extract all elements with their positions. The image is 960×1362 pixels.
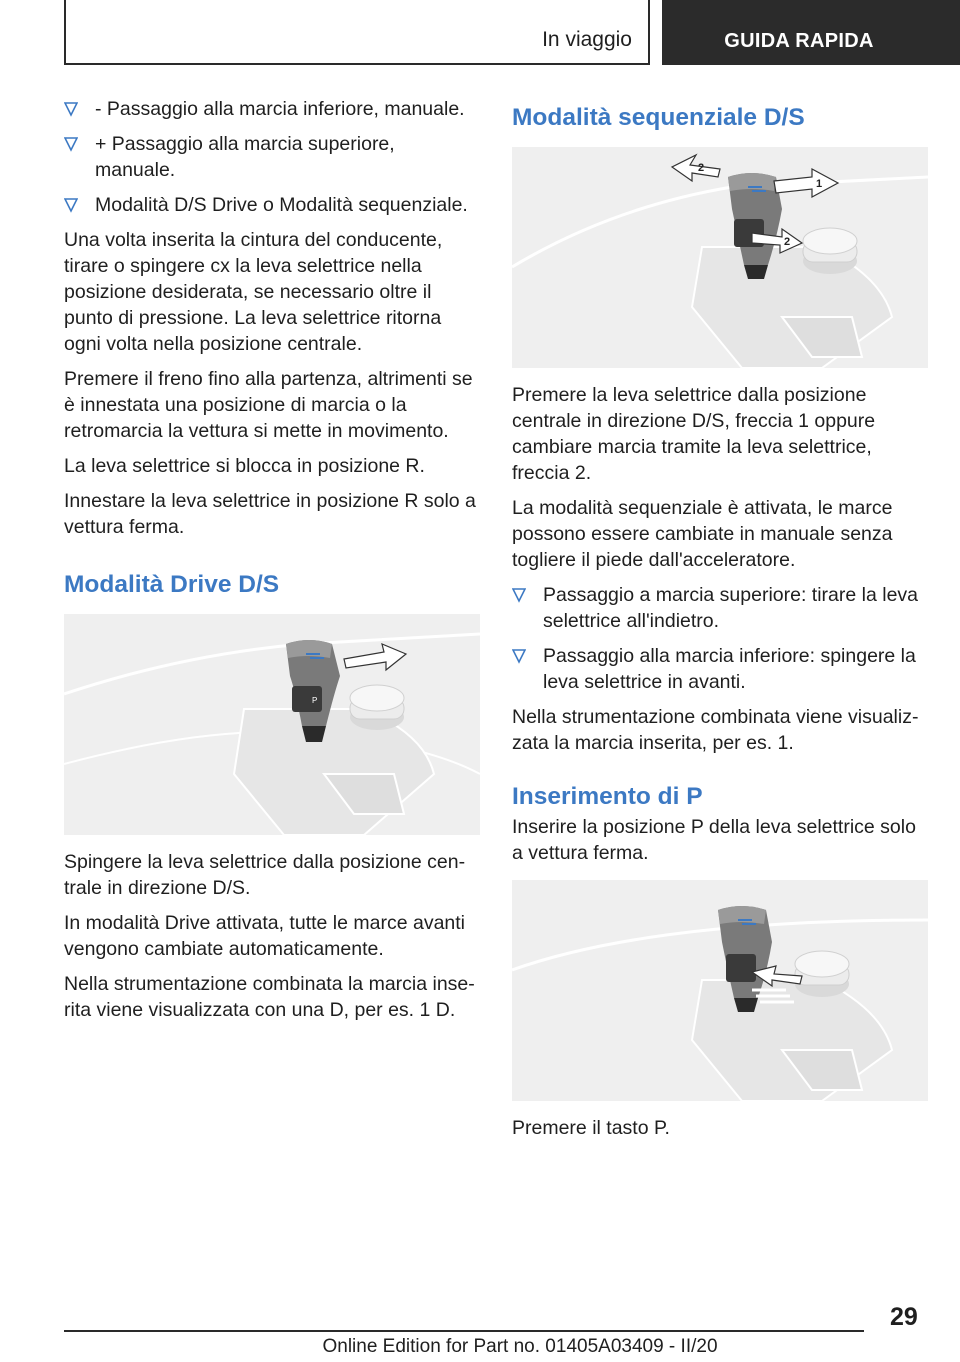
list-item [64, 96, 480, 122]
list-item [64, 192, 480, 218]
left-column [64, 96, 480, 1032]
section-heading-park: Inserimento di P [512, 783, 703, 810]
paragraph: La leva selettrice si blocca in posizione R. [64, 455, 425, 477]
header-section-title: In viaggio [542, 28, 632, 51]
list-item [512, 643, 928, 695]
paragraph: Premere la leva selettrice dalla posizione centrale in direzione D/S, freccia 1 oppure cambiare marcia tramite la leva selettrice, freccia 2. [512, 384, 876, 484]
paragraph: Premere il freno fino alla partenza, altrimenti se è innestata una posizione di marcia o la retromarcia la vettura si mette in movimento. [64, 368, 473, 442]
gear-selector-sequential-illustration [512, 147, 928, 368]
triangle-bullet-icon [512, 587, 526, 603]
list-item [512, 582, 928, 634]
list-item [64, 131, 480, 183]
paragraph: Inserire la posizione P della leva selettrice solo a vettura ferma. [512, 816, 916, 864]
triangle-bullet-icon [512, 648, 526, 664]
triangle-bullet-icon [64, 197, 78, 213]
footer-edition-text: Online Edition for Part no. 01405A03409 - II/20 [322, 1336, 718, 1357]
arrow-2-down-label: 2 [784, 236, 791, 248]
button-p-label: P [312, 696, 318, 705]
gear-selector-illustration [64, 614, 480, 835]
header-section-box [64, 0, 650, 65]
paragraph: Una volta inserita la cintura del conducente, tirare o spingere cx la leva selettrice nella posizione desiderata, se necessario oltre il punto di pressione. La leva selettrice ritorna ogni volta nella posizione centrale. [64, 229, 443, 355]
triangle-bullet-icon [64, 101, 78, 117]
triangle-bullet-icon [64, 136, 78, 152]
list-item-text: Modalità D/S Drive o Modalità sequenziale. [95, 194, 468, 216]
list-item-text: Passaggio a marcia superiore: tirare la leva selettrice all'indietro. [543, 584, 919, 632]
figure-drive-mode [64, 614, 480, 835]
figure-caption: Premere il tasto P. [512, 1117, 670, 1139]
paragraph: La modalità sequenziale è attivata, le marce possono essere cambiate in manuale senza togliere il piede dall'acceleratore. [512, 497, 893, 571]
arrow-1-label: 1 [816, 178, 823, 190]
header-tab-label: GUIDA RAPIDA [724, 30, 874, 52]
list-item-text: + Passaggio alla marcia superiore, manuale. [95, 133, 395, 181]
section-heading-sequential: Modalità sequenziale D/S [512, 104, 805, 131]
footer-divider [64, 1330, 864, 1332]
list-item-text: - Passaggio alla marcia inferiore, manuale. [95, 98, 465, 120]
section-heading-drive: Modalità Drive D/S [64, 571, 280, 598]
figure-sequential-mode [512, 147, 928, 368]
paragraph: In modalità Drive attivata, tutte le marce avanti vengono cambiate automaticamente. [64, 912, 466, 960]
right-column [512, 103, 928, 1150]
paragraph: Innestare la leva selettrice in posizione R solo a vettura ferma. [64, 490, 476, 538]
paragraph: Spingere la leva selettrice dalla posizione centrale in direzione D/S. [64, 851, 466, 899]
paragraph: Nella strumentazione combinata viene visualizzata la marcia inserita, per es. 1. [512, 706, 919, 754]
park-button-illustration [512, 880, 928, 1101]
paragraph: Nella strumentazione combinata la marcia inserita viene visualizzata con una D, per es. 1 D. [64, 973, 475, 1021]
arrow-2-up-label: 2 [698, 162, 705, 174]
header-tab-quick-guide [662, 0, 960, 65]
page-number: 29 [890, 1303, 918, 1331]
list-item-text: Passaggio alla marcia inferiore: spingere la leva selettrice in avanti. [543, 645, 916, 693]
figure-park-button [512, 880, 928, 1101]
